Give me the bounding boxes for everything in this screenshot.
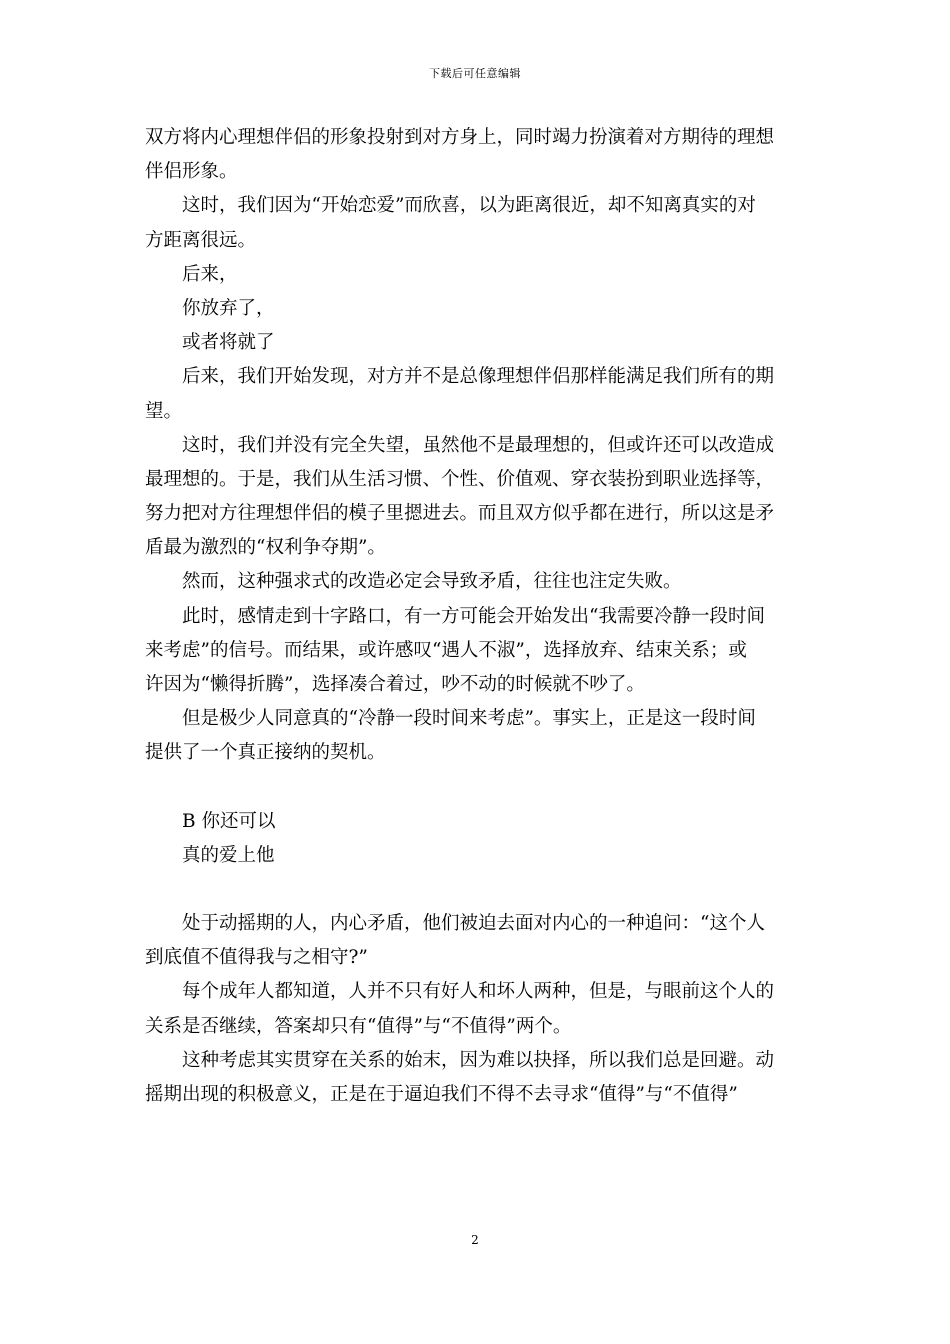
text-line: 每个成年人都知道，人并不只有好人和坏人两种，但是，与眼前这个人的 xyxy=(182,981,775,1003)
blank-line xyxy=(145,873,810,907)
text-line: 提供了一个真正接纳的契机。 xyxy=(145,742,386,764)
text-line: 这种考虑其实贯穿在关系的始末，因为难以抉择，所以我们总是回避。动 xyxy=(182,1049,775,1071)
page-number: 2 xyxy=(471,1233,479,1247)
section-heading-line-1 xyxy=(145,805,810,839)
text-line: 此时，感情走到十字路口，有一方可能会开始发出“我需要冷静一段时间 xyxy=(182,605,765,627)
text-line: 后来， xyxy=(182,263,238,285)
paragraph-12 xyxy=(145,975,810,1043)
text-line: 许因为“懒得折腾”，选择凑合着过，吵不动的时候就不吵了。 xyxy=(145,674,645,695)
text-line: 你放弃了， xyxy=(182,297,275,319)
text-line: 双方将内心理想伴侣的形象投射到对方身上，同时竭力扮演着对方期待的理想 xyxy=(145,127,775,148)
text-line: 来考虑”的信号。而结果，或许感叹“遇人不淑”，选择放弃、结束关系；或 xyxy=(145,639,747,661)
document-body xyxy=(145,121,810,1112)
paragraph-2 xyxy=(145,189,810,257)
blank-line xyxy=(145,771,810,805)
paragraph-5 xyxy=(145,326,810,360)
paragraph-4 xyxy=(145,292,810,326)
paragraph-7 xyxy=(145,429,810,566)
paragraph-13 xyxy=(145,1044,810,1112)
text-line: 但是极少人同意真的“冷静一段时间来考虑”。事实上，正是这一段时间 xyxy=(182,708,756,730)
text-line: 后来，我们开始发现，对方并不是总像理想伴侣那样能满足我们所有的期 xyxy=(182,366,775,388)
text-line: 这时，我们因为“开始恋爱”而欣喜，以为距离很近，却不知离真实的对 xyxy=(182,195,756,217)
text-line: 望。 xyxy=(145,400,183,422)
text-line: 伴侣形象。 xyxy=(145,161,238,183)
text-line: 摇期出现的积极意义，正是在于逼迫我们不得不去寻求“值得”与“不值得” xyxy=(145,1083,738,1105)
paragraph-1 xyxy=(145,121,810,189)
text-line: 关系是否继续，答案却只有“值得”与“不值得”两个。 xyxy=(145,1015,572,1037)
section-heading-text: B 你还可以 xyxy=(182,810,276,832)
paragraph-11 xyxy=(145,907,810,975)
text-line: 处于动摇期的人，内心矛盾，他们被迫去面对内心的一种追问：“这个人 xyxy=(182,912,765,934)
text-line: 盾最为激烈的“权利争夺期”。 xyxy=(145,537,386,559)
paragraph-6 xyxy=(145,360,810,428)
section-heading-line-2 xyxy=(145,839,810,873)
page-header: 下载后可任意编辑 xyxy=(429,67,521,80)
paragraph-9 xyxy=(145,600,810,703)
text-line: 努力把对方往理想伴侣的模子里摁进去。而且双方似乎都在进行，所以这是矛 xyxy=(145,503,775,525)
section-heading-text: 真的爱上他 xyxy=(182,844,275,866)
text-line: 最理想的。于是，我们从生活习惯、个性、价值观、穿衣装扮到职业选择等， xyxy=(145,468,775,490)
text-line: 或者将就了 xyxy=(182,332,275,354)
text-line: 方距离很远。 xyxy=(145,229,257,251)
paragraph-8 xyxy=(145,565,810,599)
text-line: 这时，我们并没有完全失望，虽然他不是最理想的，但或许还可以改造成 xyxy=(182,434,775,456)
paragraph-3 xyxy=(145,258,810,292)
text-line: 到底值不值得我与之相守?” xyxy=(145,947,368,969)
paragraph-10 xyxy=(145,702,810,770)
text-line: 然而，这种强求式的改造必定会导致矛盾，往往也注定失败。 xyxy=(182,571,682,593)
